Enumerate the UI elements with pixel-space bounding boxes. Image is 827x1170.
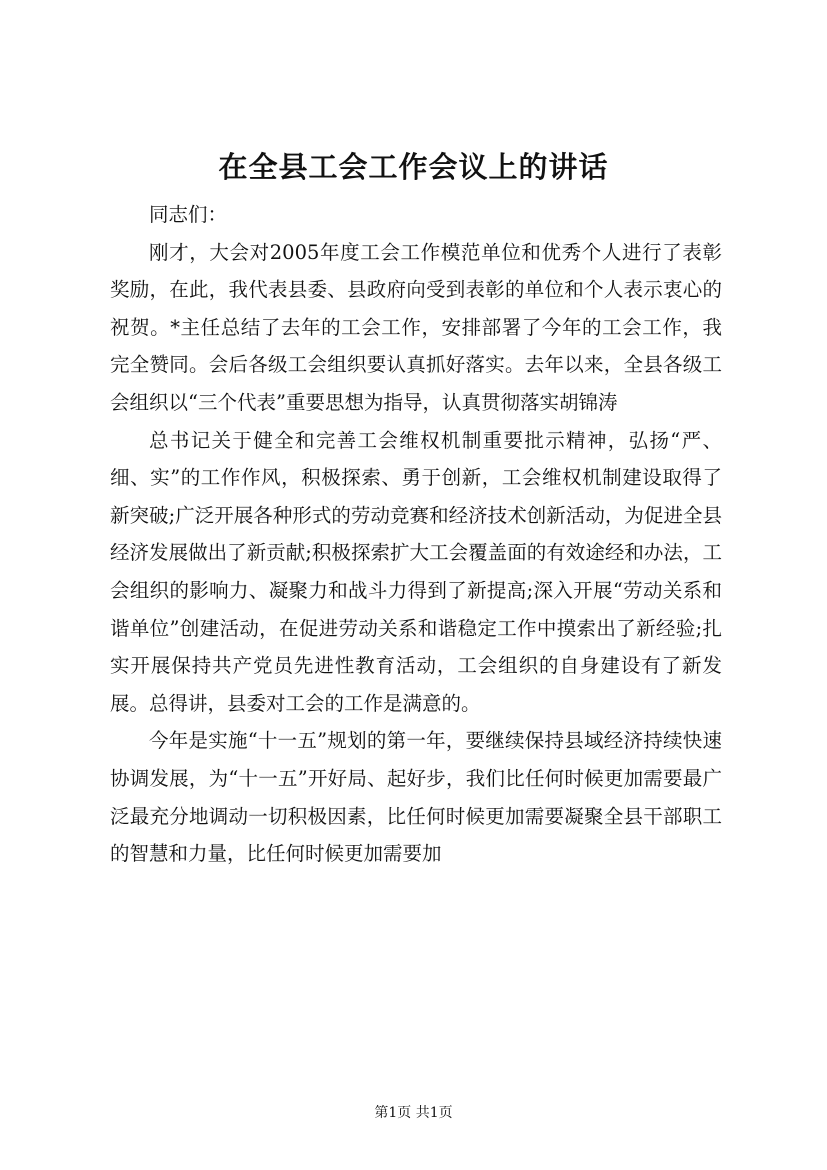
body-paragraph-1: 刚才，大会对2005年度工会工作模范单位和优秀个人进行了表彰奖励，在此，我代表县委、县政府向受到表彰的单位和个人表示衷心的祝贺。*主任总结了去年的工会工作，安排部署了今年的工会工作，我完全赞同。会后各级工会组织要认真抓好落实。去年以来，全县各级工会组织以“三个代表”重要思想为指导，认真贯彻落实胡锦涛	[110, 240, 722, 414]
document-body	[110, 196, 722, 873]
document-title: 在全县工会工作会议上的讲话	[218, 150, 609, 184]
page-footer: 第1页 共1页	[374, 1105, 453, 1121]
salutation-paragraph: 同志们：	[149, 203, 228, 226]
body-paragraph-2: 总书记关于健全和完善工会维权机制重要批示精神，弘扬“严、细、实”的工作作风，积极探索、勇于创新，工会维权机制建设取得了新突破;广泛开展各种形式的劳动竞赛和经济技术创新活动，为促进全县经济发展做出了新贡献;积极探索扩大工会覆盖面的有效途经和办法，工会组织的影响力、凝聚力和战斗力得到了新提高;深入开展“劳动关系和谐单位”创建活动，在促进劳动关系和谐稳定工作中摸索出了新经验;扎实开展保持共产党员先进性教育活动，工会组织的自身建设有了新发展。总得讲，县委对工会的工作是满意的。	[110, 428, 722, 715]
body-paragraph-3: 今年是实施“十一五”规划的第一年，要继续保持县域经济持续快速协调发展，为“十一五”开好局、起好步，我们比任何时候更加需要最广泛最充分地调动一切积极因素，比任何时候更加需要凝聚全县干部职工的智慧和力量，比任何时候更加需要加	[110, 729, 722, 866]
